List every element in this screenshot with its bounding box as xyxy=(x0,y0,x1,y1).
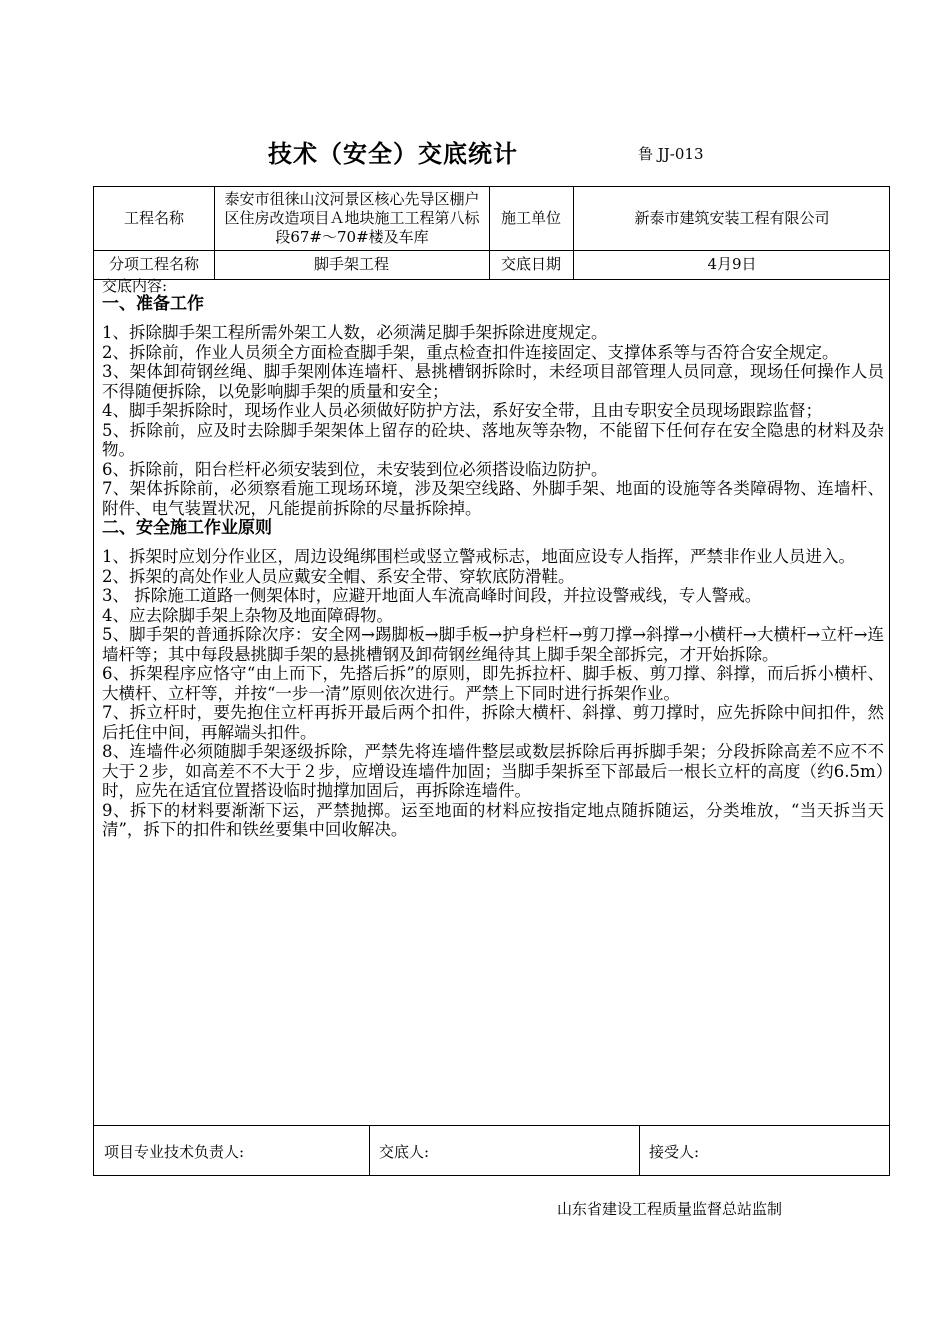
list-item: 8、连墙件必须随脚手架逐级拆除，严禁先将连墙件整层或数层拆除后再拆脚手架；分段拆除高差不应不不大于２步，如高差不不大于２步，应增设连墙件加固；当脚手架拆至下部最后一根长立杆的高度（约6.5m）时，应先在适宜位置搭设临时抛撑加固后，再拆除连墙件。 xyxy=(102,742,884,800)
section-heading: 一、准备工作 xyxy=(102,294,204,314)
issuer-footer: 山东省建设工程质量监督总站监制 xyxy=(557,1200,783,1218)
construction-unit-value: 新泰市建筑安装工程有限公司 xyxy=(634,209,830,227)
sub-project-label: 分项工程名称 xyxy=(108,255,199,273)
disclosure-date-value: 4月9日 xyxy=(707,255,757,273)
list-item: 5、脚手架的普通拆除次序：安全网→踢脚板→脚手板→护身栏杆→剪刀撑→斜撑→小横杆→大横杆→立杆→连墙杆等；其中每段悬挑脚手架的悬挑槽钢及卸荷钢丝绳待其上脚手架全部拆完，才开始拆除。 xyxy=(102,625,884,664)
content-intro: 交底内容: xyxy=(102,277,168,295)
disclosure-content xyxy=(102,279,884,840)
column-divider xyxy=(369,1125,370,1176)
construction-unit-label: 施工单位 xyxy=(500,209,561,227)
list-item: 4、脚手架拆除时，现场作业人员必须做好防护方法，系好安全带，且由专职安全员现场跟踪监督； xyxy=(102,401,822,420)
list-item: 5、拆除前，应及时去除脚手架架体上留存的砼块、落地灰等杂物，不能留下任何存在安全隐患的材料及杂物。 xyxy=(102,420,884,459)
list-item: 2、拆架的高处作业人员应戴安全帽、系安全带、穿软底防滑鞋。 xyxy=(102,566,575,586)
list-item: 4、应去除脚手架上杂物及地面障碍物。 xyxy=(102,605,393,625)
row-divider xyxy=(94,1125,889,1126)
document-title: 技术（安全）交底统计 xyxy=(268,139,518,168)
disclosure-form xyxy=(93,186,890,1176)
list-item: 7、拆立杆时，要先抱住立杆再拆开最后两个扣件，拆除大横杆、斜撑、剪刀撑时，应先拆除中间扣件，然后托住中间，再解端头扣件。 xyxy=(102,703,884,742)
presenter-signature-label: 交底人: xyxy=(379,1143,430,1161)
disclosure-date-label: 交底日期 xyxy=(500,255,561,273)
project-name-value: 泰安市徂徕山汶河景区核心先导区棚户区住房改造项目Ａ地块施工工程第八标段67#～70#楼及车库 xyxy=(224,190,480,246)
list-item: 7、架体拆除前，必须察看施工现场环境，涉及架空线路、外脚手架、地面的设施等各类障碍物、连墙杆、附件、电气装置状况，凡能提前拆除的尽量拆除掉。 xyxy=(102,479,884,518)
list-item: 1、拆除脚手架工程所需外架工人数，必须满足脚手架拆除进度规定。 xyxy=(102,323,608,342)
project-name-label: 工程名称 xyxy=(123,209,184,227)
receiver-signature-label: 接受人: xyxy=(649,1143,700,1161)
list-item: 2、拆除前，作业人员须全方面检查脚手架，重点检查扣件连接固定、支撑体系等与否符合安全规定。 xyxy=(102,342,839,362)
tech-lead-signature-label: 项目专业技术负责人: xyxy=(104,1143,245,1161)
list-item: 3、架体卸荷钢丝绳、脚手架刚体连墙杆、悬挑槽钢拆除时，未经项目部管理人员同意，现场任何操作人员不得随便拆除，以免影响脚手架的质量和安全； xyxy=(102,362,884,401)
list-item: 9、拆下的材料要渐渐下运，严禁抛掷。运至地面的材料应按指定地点随拆随运，分类堆放，“当天拆当天清”，拆下的扣件和铁丝要集中回收解决。 xyxy=(102,800,884,839)
section-heading: 二、安全施工作业原则 xyxy=(102,518,272,538)
column-divider xyxy=(639,1125,640,1176)
list-item: 6、拆架程序应恪守“由上而下，先搭后拆”的原则，即先拆拉杆、脚手板、剪刀撑、斜撑，而后拆小横杆、大横杆、立杆等，并按“一步一清”原则依次进行。严禁上下同时进行拆架作业。 xyxy=(102,664,884,703)
sub-project-value: 脚手架工程 xyxy=(313,255,389,273)
form-code: 鲁 JJ-013 xyxy=(638,145,704,163)
list-item: 1、拆架时应划分作业区，周边设绳绑围栏或竖立警戒标志，地面应设专人指挥，严禁非作业人员进入。 xyxy=(102,547,855,566)
list-item: 3、 拆除施工道路一侧架体时，应避开地面人车流高峰时间段，并拉设警戒线，专人警戒。 xyxy=(102,586,762,605)
list-item: 6、拆除前，阳台栏杆必须安装到位，未安装到位必须搭设临边防护。 xyxy=(102,459,608,479)
